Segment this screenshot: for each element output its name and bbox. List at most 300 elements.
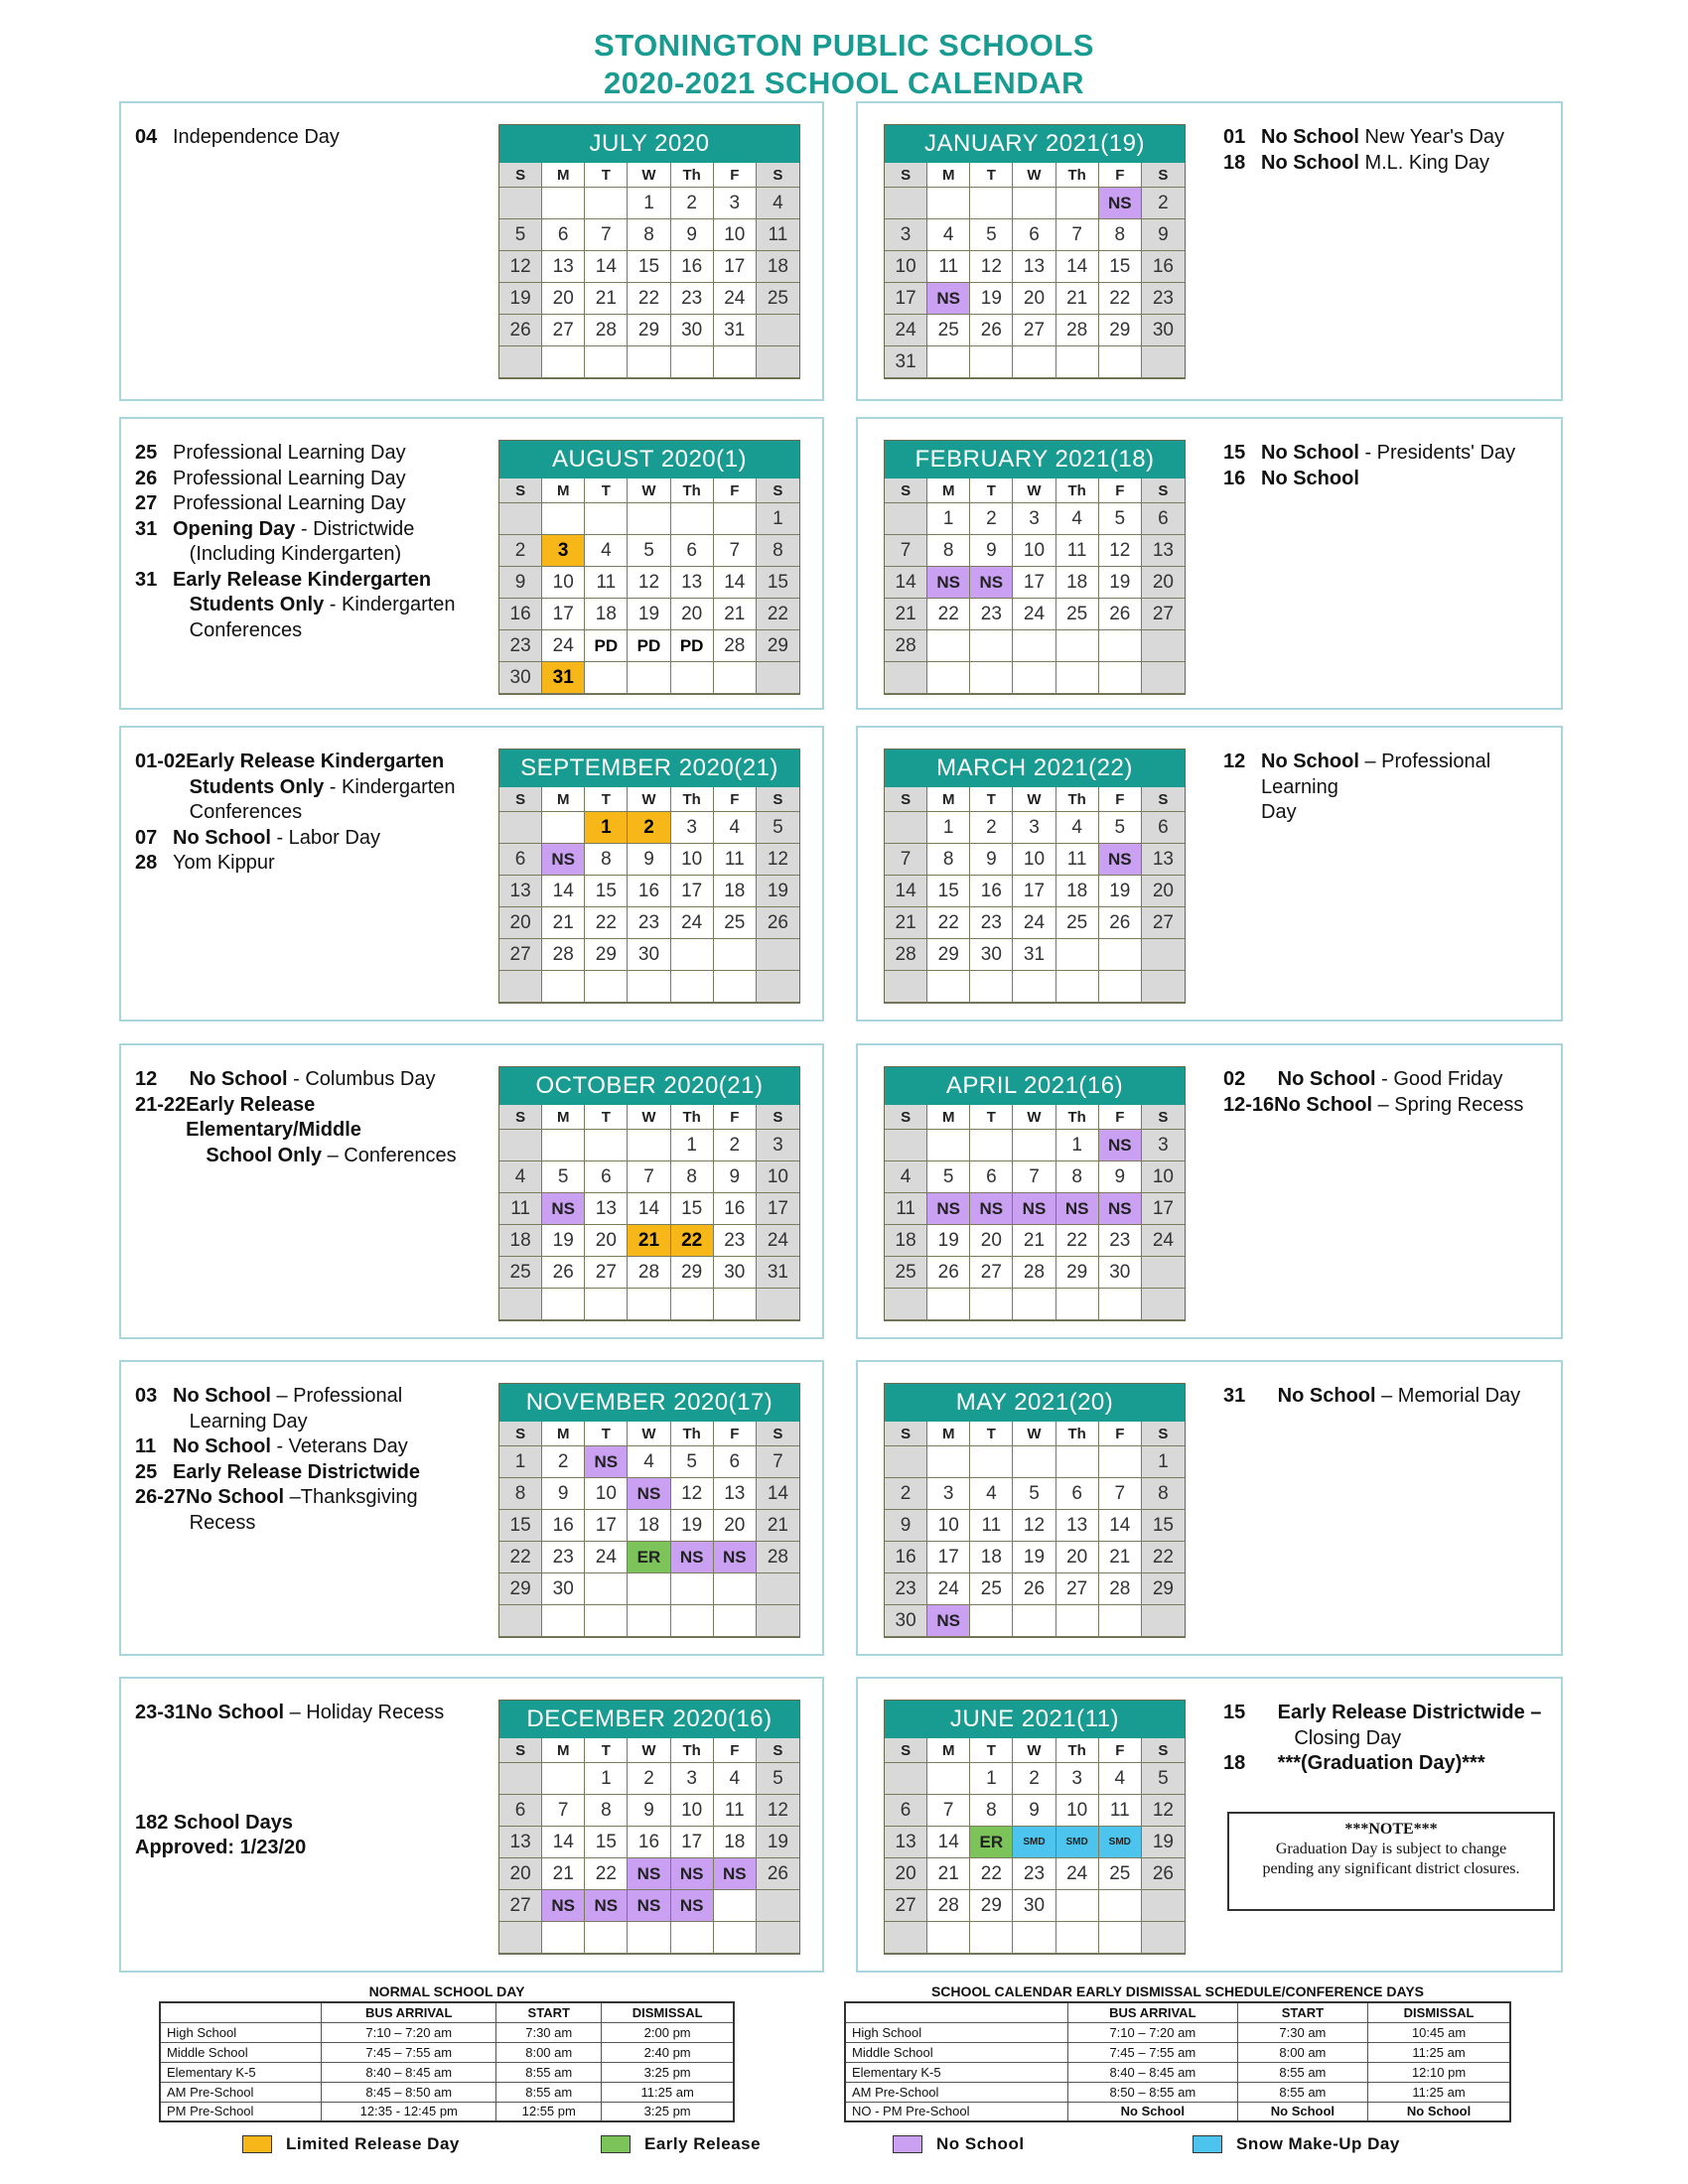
- note-date: 28: [135, 852, 158, 874]
- day-cell: 22: [927, 599, 970, 630]
- day-cell: 16: [499, 599, 542, 630]
- day-cell: 2: [714, 1130, 757, 1161]
- day-cell: [714, 1573, 757, 1605]
- day-cell: 22: [1142, 1542, 1185, 1573]
- day-cell: 13: [1142, 844, 1185, 876]
- month-title: APRIL 2021(16): [885, 1067, 1185, 1105]
- month-calendar: [884, 749, 1186, 1004]
- day-cell: [757, 1573, 799, 1605]
- table-cell: 7:30 am: [496, 2022, 602, 2042]
- month-calendar: [884, 440, 1186, 695]
- note-plain-text: Day: [1261, 801, 1297, 823]
- day-cell: [499, 1763, 542, 1795]
- day-cell: [970, 346, 1013, 378]
- weekday-header: F: [714, 1105, 757, 1130]
- weekday-header: T: [585, 478, 628, 503]
- day-cell: 26: [1099, 599, 1142, 630]
- day-cell: [757, 971, 799, 1003]
- weekday-header: W: [1013, 1422, 1055, 1446]
- table-cell: AM Pre-School: [160, 2082, 322, 2102]
- day-cell: 1: [1142, 1446, 1185, 1478]
- table-row: [160, 2022, 734, 2042]
- day-cell: [970, 188, 1013, 219]
- weekday-header: M: [542, 1105, 585, 1130]
- day-cell: [1013, 1605, 1055, 1637]
- note-bold-text: Early Release Elementary/Middle: [186, 1093, 361, 1141]
- note-plain-text: – Conferences: [322, 1144, 457, 1166]
- note-plain-text: - Good Friday: [1375, 1068, 1503, 1090]
- note-date: 12: [135, 1068, 158, 1090]
- day-cell: [1013, 346, 1055, 378]
- no-school-day: NS: [1099, 188, 1142, 219]
- day-cell: 29: [970, 1890, 1013, 1922]
- day-cell: 22: [970, 1858, 1013, 1890]
- weekday-header: Th: [671, 787, 714, 812]
- table-cell: 8:55 am: [1237, 2062, 1367, 2082]
- day-cell: 5: [628, 535, 670, 567]
- note-plain-text: New Year's Day: [1358, 126, 1505, 148]
- table-cell: 7:10 – 7:20 am: [1067, 2022, 1237, 2042]
- day-cell: 1: [671, 1130, 714, 1161]
- note-text: [173, 1410, 308, 1435]
- day-cell: 8: [628, 219, 670, 251]
- day-cell: [585, 971, 628, 1003]
- day-cell: [1056, 1605, 1099, 1637]
- day-cell: 29: [585, 939, 628, 971]
- day-cell: [757, 939, 799, 971]
- note-text: [173, 1460, 420, 1486]
- day-cell: [714, 1890, 757, 1922]
- note-item: [135, 568, 478, 594]
- weekday-header: S: [757, 478, 799, 503]
- day-cell: 11: [927, 251, 970, 283]
- weekday-header: F: [714, 787, 757, 812]
- weekday-header: Th: [1056, 787, 1099, 812]
- day-cell: 10: [542, 567, 585, 599]
- day-cell: [1099, 662, 1142, 694]
- day-cell: [585, 188, 628, 219]
- weekday-header: S: [499, 1738, 542, 1763]
- note-item: [135, 618, 478, 644]
- day-cell: 30: [1099, 1257, 1142, 1289]
- day-cell: 10: [757, 1161, 799, 1193]
- day-cell: 4: [885, 1161, 927, 1193]
- day-cell: 25: [1099, 1858, 1142, 1890]
- no-school-day: NS: [1099, 844, 1142, 876]
- day-cell: 9: [499, 567, 542, 599]
- day-cell: [970, 1605, 1013, 1637]
- day-cell: 9: [1013, 1795, 1055, 1827]
- day-cell: 14: [1099, 1510, 1142, 1542]
- day-cell: 17: [757, 1193, 799, 1225]
- day-cell: [714, 662, 757, 694]
- day-cell: [885, 503, 927, 535]
- day-cell: 14: [628, 1193, 670, 1225]
- note-date: 15: [1223, 442, 1246, 464]
- day-cell: 18: [1056, 876, 1099, 907]
- day-cell: 24: [1013, 907, 1055, 939]
- day-cell: [1013, 188, 1055, 219]
- day-cell: 13: [499, 876, 542, 907]
- day-cell: [927, 1130, 970, 1161]
- day-cell: 14: [542, 1827, 585, 1858]
- month-title: FEBRUARY 2021(18): [885, 441, 1185, 478]
- day-cell: 27: [542, 315, 585, 346]
- day-cell: [1099, 1890, 1142, 1922]
- day-cell: 22: [585, 907, 628, 939]
- day-cell: 7: [1099, 1478, 1142, 1510]
- day-cell: [757, 1890, 799, 1922]
- note-item: [135, 1410, 478, 1435]
- month-grid: [499, 1422, 799, 1637]
- day-cell: 31: [1013, 939, 1055, 971]
- day-cell: [1056, 939, 1099, 971]
- day-cell: 10: [927, 1510, 970, 1542]
- page-title: STONINGTON PUBLIC SCHOOLS: [594, 28, 1094, 63]
- note-bold-text: Early Release Kindergarten: [173, 568, 432, 591]
- day-cell: [585, 503, 628, 535]
- month-grid: [885, 163, 1185, 378]
- day-cell: [885, 1763, 927, 1795]
- day-cell: 18: [757, 251, 799, 283]
- note-title: ***NOTE***: [1344, 1821, 1438, 1838]
- day-cell: 25: [757, 283, 799, 315]
- note-bold-text: No School: [1261, 467, 1359, 489]
- day-cell: 7: [542, 1795, 585, 1827]
- column-header: START: [1237, 2002, 1367, 2022]
- day-cell: [1099, 971, 1142, 1003]
- day-cell: [885, 1289, 927, 1320]
- day-cell: 10: [1142, 1161, 1185, 1193]
- note-text: [173, 125, 340, 151]
- day-cell: 18: [1056, 567, 1099, 599]
- day-cell: 26: [757, 1858, 799, 1890]
- weekday-header: T: [970, 787, 1013, 812]
- legend-item: [242, 2134, 460, 2154]
- table-cell: 11:25 am: [602, 2082, 734, 2102]
- day-cell: 14: [927, 1827, 970, 1858]
- table-cell: PM Pre-School: [160, 2102, 322, 2121]
- day-cell: [585, 662, 628, 694]
- table-cell: Middle School: [845, 2042, 1067, 2062]
- table-row: [160, 2102, 734, 2121]
- day-cell: 21: [542, 1858, 585, 1890]
- day-cell: 20: [1142, 567, 1185, 599]
- table-row: [160, 2082, 734, 2102]
- note-text: [173, 1434, 408, 1460]
- day-cell: 6: [542, 219, 585, 251]
- day-cell: 8: [970, 1795, 1013, 1827]
- day-cell: [885, 812, 927, 844]
- note-text: [186, 1701, 444, 1726]
- note-date: 26-27: [135, 1486, 187, 1508]
- day-cell: [585, 346, 628, 378]
- note-plain-text: Professional Learning Day: [173, 492, 406, 514]
- no-school-day: NS: [970, 1193, 1013, 1225]
- day-cell: 15: [628, 251, 670, 283]
- day-cell: [499, 1289, 542, 1320]
- note-bold-text: No School: [173, 826, 271, 849]
- day-cell: [1013, 630, 1055, 662]
- no-school-day: NS: [628, 1478, 670, 1510]
- day-cell: 19: [628, 599, 670, 630]
- day-cell: 8: [757, 535, 799, 567]
- day-cell: 20: [542, 283, 585, 315]
- note-item: [1223, 1726, 1556, 1752]
- day-cell: [542, 1289, 585, 1320]
- weekday-header: S: [757, 1105, 799, 1130]
- day-cell: 4: [1056, 503, 1099, 535]
- note-plain-text: - Presidents' Day: [1358, 442, 1516, 464]
- day-cell: [1142, 1605, 1185, 1637]
- note-bold-text: Students Only: [173, 775, 325, 798]
- note-plain-text: Professional Learning Day: [173, 442, 406, 464]
- day-cell: [1056, 1446, 1099, 1478]
- legend-label: Early Release: [644, 2134, 762, 2153]
- day-cell: 19: [542, 1225, 585, 1257]
- weekday-header: W: [628, 787, 670, 812]
- note-date: 07: [135, 826, 158, 849]
- day-cell: [671, 1605, 714, 1637]
- day-cell: [970, 630, 1013, 662]
- day-cell: [927, 662, 970, 694]
- limited-release-day: 3: [542, 535, 585, 567]
- day-cell: 1: [927, 812, 970, 844]
- day-cell: 28: [1056, 315, 1099, 346]
- month-notes: [135, 750, 478, 877]
- note-item: [1223, 125, 1556, 151]
- month-panel: [119, 1360, 824, 1656]
- note-date: 11: [135, 1435, 157, 1457]
- day-cell: 21: [757, 1510, 799, 1542]
- weekday-header: S: [757, 163, 799, 188]
- day-cell: 30: [885, 1605, 927, 1637]
- day-cell: 20: [885, 1858, 927, 1890]
- weekday-header: S: [499, 1105, 542, 1130]
- day-cell: [628, 346, 670, 378]
- day-cell: 9: [1099, 1161, 1142, 1193]
- table-row: [845, 2022, 1510, 2042]
- day-cell: [757, 1922, 799, 1954]
- day-cell: 30: [1142, 315, 1185, 346]
- day-cell: [499, 812, 542, 844]
- day-cell: 30: [628, 939, 670, 971]
- weekday-header: S: [1142, 787, 1185, 812]
- note-item: [135, 491, 478, 517]
- day-cell: 5: [970, 219, 1013, 251]
- day-cell: 29: [628, 315, 670, 346]
- weekday-header: W: [1013, 1738, 1055, 1763]
- day-cell: 27: [499, 1890, 542, 1922]
- day-cell: 11: [1056, 844, 1099, 876]
- day-cell: [628, 1573, 670, 1605]
- weekday-header: T: [970, 163, 1013, 188]
- day-cell: 10: [885, 251, 927, 283]
- day-cell: 3: [927, 1478, 970, 1510]
- day-cell: 24: [714, 283, 757, 315]
- weekday-header: W: [1013, 478, 1055, 503]
- note-bold-text: Early Release Districtwide –: [1261, 1702, 1542, 1723]
- day-cell: 18: [628, 1510, 670, 1542]
- note-bold-text: No School: [1261, 151, 1359, 174]
- day-cell: 26: [1013, 1573, 1055, 1605]
- note-text: [173, 1511, 255, 1537]
- day-cell: [927, 1922, 970, 1954]
- note-bold-text: No School: [173, 1435, 271, 1457]
- weekday-header: S: [885, 787, 927, 812]
- day-cell: 17: [585, 1510, 628, 1542]
- day-cell: [628, 1130, 670, 1161]
- day-cell: [542, 1130, 585, 1161]
- day-cell: 1: [585, 1763, 628, 1795]
- day-cell: [671, 1573, 714, 1605]
- day-cell: 4: [1099, 1763, 1142, 1795]
- weekday-header: Th: [1056, 163, 1099, 188]
- day-cell: 26: [542, 1257, 585, 1289]
- month-calendar: [884, 1383, 1186, 1638]
- weekday-header: F: [714, 163, 757, 188]
- day-cell: [1056, 188, 1099, 219]
- month-title: SEPTEMBER 2020(21): [499, 750, 799, 787]
- day-cell: 2: [628, 1763, 670, 1795]
- note-plain-text: - Kindergarten: [324, 775, 456, 798]
- note-text: [1261, 441, 1515, 467]
- note-text: [1261, 151, 1489, 177]
- day-cell: 4: [1056, 812, 1099, 844]
- note-plain-text: Conferences: [173, 801, 303, 823]
- month-panel: [856, 417, 1563, 710]
- day-cell: 9: [628, 1795, 670, 1827]
- day-cell: [714, 1605, 757, 1637]
- column-header: DISMISSAL: [602, 2002, 734, 2022]
- day-cell: 8: [499, 1478, 542, 1510]
- weekday-header: S: [757, 787, 799, 812]
- weekday-header: M: [542, 478, 585, 503]
- day-cell: 1: [628, 188, 670, 219]
- day-cell: [1056, 971, 1099, 1003]
- note-bold-text: School Only: [173, 1144, 323, 1166]
- note-text: [173, 618, 302, 644]
- note-date: [135, 1511, 173, 1537]
- note-bold-text: No School: [173, 1385, 271, 1407]
- note-plain-text: - Columbus Day: [287, 1068, 436, 1090]
- day-cell: 10: [1056, 1795, 1099, 1827]
- day-cell: 5: [1013, 1478, 1055, 1510]
- day-cell: 16: [628, 1827, 670, 1858]
- day-cell: 9: [714, 1161, 757, 1193]
- note-date: 25: [135, 1460, 158, 1483]
- day-cell: 1: [757, 503, 799, 535]
- day-cell: [714, 503, 757, 535]
- note-date: [135, 542, 173, 568]
- day-cell: 30: [542, 1573, 585, 1605]
- day-cell: 22: [499, 1542, 542, 1573]
- day-cell: 10: [1013, 844, 1055, 876]
- no-school-day: NS: [927, 1605, 970, 1637]
- day-cell: 14: [585, 251, 628, 283]
- weekday-header: S: [1142, 1105, 1185, 1130]
- day-cell: 2: [542, 1446, 585, 1478]
- note-date: 31: [1223, 1385, 1246, 1407]
- month-title: MAY 2021(20): [885, 1384, 1185, 1422]
- day-cell: 1: [970, 1763, 1013, 1795]
- weekday-header: W: [1013, 787, 1055, 812]
- table-cell: 8:55 am: [1237, 2082, 1367, 2102]
- day-cell: [542, 503, 585, 535]
- day-cell: 6: [970, 1161, 1013, 1193]
- day-cell: [671, 1922, 714, 1954]
- day-cell: 1: [1056, 1130, 1099, 1161]
- day-cell: [757, 346, 799, 378]
- day-cell: 22: [927, 907, 970, 939]
- day-cell: [1142, 1289, 1185, 1320]
- table-cell: 12:55 pm: [496, 2102, 602, 2121]
- day-cell: 23: [628, 907, 670, 939]
- note-date: 21-22: [135, 1093, 187, 1116]
- weekday-header: S: [499, 478, 542, 503]
- day-cell: 6: [585, 1161, 628, 1193]
- weekday-header: W: [1013, 1105, 1055, 1130]
- no-school-day: NS: [671, 1542, 714, 1573]
- day-cell: 12: [970, 251, 1013, 283]
- weekday-header: T: [585, 1105, 628, 1130]
- day-cell: 6: [1056, 1478, 1099, 1510]
- month-title: OCTOBER 2020(21): [499, 1067, 799, 1105]
- table-cell: 12:35 - 12:45 pm: [322, 2102, 496, 2121]
- day-cell: 11: [1099, 1795, 1142, 1827]
- day-cell: 2: [671, 188, 714, 219]
- day-cell: 26: [499, 315, 542, 346]
- note-item: [135, 593, 478, 618]
- month-panel: [856, 1043, 1563, 1339]
- day-cell: 19: [757, 1827, 799, 1858]
- day-cell: 1: [927, 503, 970, 535]
- day-cell: 27: [585, 1257, 628, 1289]
- day-cell: 27: [1013, 315, 1055, 346]
- day-cell: 2: [970, 503, 1013, 535]
- day-cell: 24: [1056, 1858, 1099, 1890]
- day-cell: [970, 971, 1013, 1003]
- day-cell: 20: [970, 1225, 1013, 1257]
- month-notes: [135, 1067, 478, 1168]
- note-item: [1223, 151, 1556, 177]
- note-date: 15: [1223, 1702, 1246, 1723]
- note-text: [173, 1144, 457, 1169]
- day-cell: 4: [714, 812, 757, 844]
- note-text: [173, 568, 431, 594]
- day-cell: 27: [1142, 907, 1185, 939]
- note-text: [1261, 1384, 1520, 1410]
- no-school-day: NS: [1099, 1193, 1142, 1225]
- note-plain-text: – Spring Recess: [1372, 1093, 1524, 1116]
- table-cell: No School: [1067, 2102, 1237, 2121]
- weekday-header: M: [542, 1738, 585, 1763]
- day-cell: 14: [714, 567, 757, 599]
- table-cell: 8:00 am: [496, 2042, 602, 2062]
- day-cell: [499, 971, 542, 1003]
- weekday-header: S: [1142, 1738, 1185, 1763]
- day-cell: [671, 662, 714, 694]
- table-cell: 3:25 pm: [602, 2062, 734, 2082]
- weekday-header: M: [542, 1422, 585, 1446]
- day-cell: 22: [628, 283, 670, 315]
- day-cell: [499, 346, 542, 378]
- weekday-header: T: [585, 1738, 628, 1763]
- day-cell: [1099, 1605, 1142, 1637]
- table-cell: 8:50 – 8:55 am: [1067, 2082, 1237, 2102]
- snow-makeup-day: SMD: [1013, 1827, 1055, 1858]
- day-cell: 13: [585, 1193, 628, 1225]
